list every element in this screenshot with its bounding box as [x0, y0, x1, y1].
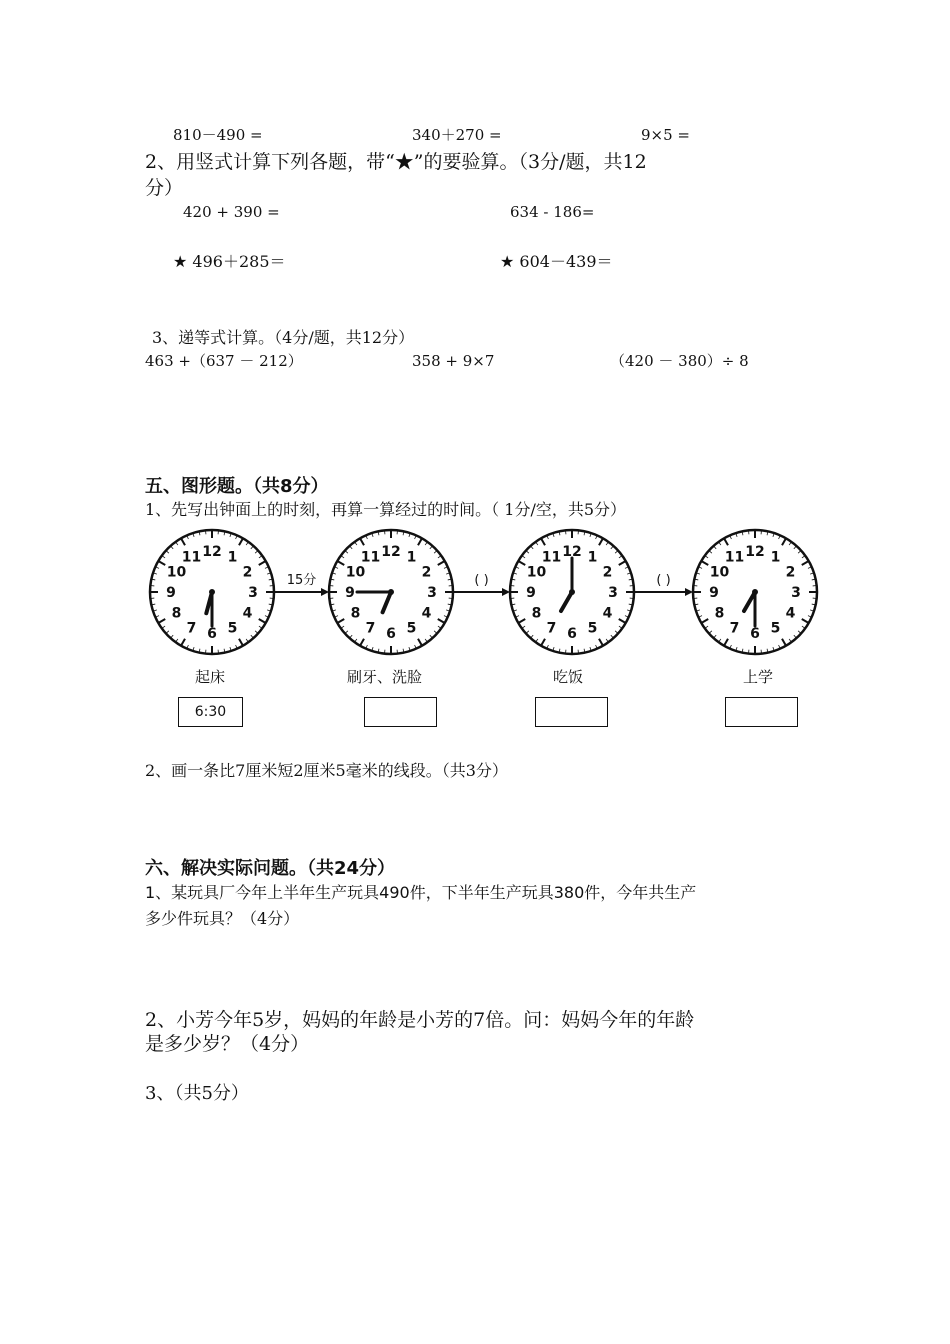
arrow-head [502, 588, 510, 596]
q3-title: 3、递等式计算。（4分/题，共12分） [152, 328, 415, 347]
clock-number: 8 [531, 605, 542, 622]
clock-number: 7 [546, 620, 557, 637]
clock-number: 11 [181, 549, 202, 566]
clock-number: 7 [186, 620, 197, 637]
calc-340-270: 340＋270 = [412, 126, 502, 144]
clock-number: 5 [770, 620, 781, 637]
arrow-head [685, 588, 693, 596]
clock-number: 8 [171, 605, 182, 622]
clock-pivot [569, 589, 575, 595]
clock-number: 12 [562, 544, 582, 560]
q2-title-line1: 2、用竖式计算下列各题，带“★”的要验算。（3分/题，共12 [145, 151, 647, 173]
clock-number: 8 [714, 605, 725, 622]
q3-item-b: 358 + 9×7 [412, 352, 495, 370]
q3-item-a: 463 +（637 － 212） [145, 352, 303, 370]
clock-pivot [209, 589, 215, 595]
arrow-label: ( ) [474, 573, 489, 588]
q3-item-c: （420 － 380）÷ 8 [610, 352, 749, 370]
clock-number: 6 [386, 626, 396, 642]
clock-number: 10 [526, 564, 547, 581]
clock-number: 9 [709, 585, 719, 601]
section5-q2: 2、画一条比7厘米短2厘米5毫米的线段。（共3分） [145, 761, 508, 780]
clock-label-breakfast: 吃饭 [553, 668, 584, 686]
clock-number: 4 [785, 605, 796, 622]
clock-pivot [388, 589, 394, 595]
clock-number: 1 [587, 549, 598, 566]
arrow-label: ( ) [656, 573, 671, 588]
clock-number: 2 [242, 564, 253, 581]
clock-number: 3 [608, 585, 618, 601]
clock-number: 10 [166, 564, 187, 581]
section6-q2-line1: 2、小芳今年5岁，妈妈的年龄是小芳的7倍。问：妈妈今年的年龄 [145, 1009, 695, 1031]
clock-number: 6 [750, 626, 760, 642]
clock-number: 4 [602, 605, 613, 622]
clock-number: 1 [770, 549, 781, 566]
clock-number: 7 [365, 620, 376, 637]
section6-q1-line1: 1、某玩具厂今年上半年生产玩具490件，下半年生产玩具380件，今年共生产 [145, 883, 697, 902]
calc-9x5: 9×5 = [641, 126, 690, 144]
calc-810-490: 810－490 = [173, 126, 263, 144]
clock-number: 11 [360, 549, 381, 566]
clock-label-wash: 刷牙、洗脸 [347, 668, 423, 686]
time-box-breakfast[interactable] [535, 697, 608, 727]
q2-item-c: ★ 496＋285＝ [173, 252, 286, 271]
q2-item-a: 420 + 390 = [183, 203, 280, 221]
clock-number: 3 [791, 585, 801, 601]
clock-number: 4 [421, 605, 432, 622]
clock-number: 3 [427, 585, 437, 601]
section5-title: 五、图形题。（共8分） [145, 476, 329, 497]
clock-number: 2 [421, 564, 432, 581]
section6-title: 六、解决实际问题。（共24分） [145, 858, 396, 879]
clock-number: 2 [602, 564, 613, 581]
time-box-school[interactable] [725, 697, 798, 727]
section6-q1-line2: 多少件玩具？（4分） [145, 909, 300, 928]
clock-number: 5 [406, 620, 417, 637]
section6-q3: 3、（共5分） [145, 1083, 249, 1104]
arrow-label: 15分 [286, 573, 317, 588]
q2-item-b: 634 - 186= [510, 203, 595, 221]
clock-number: 9 [345, 585, 355, 601]
time-box-getup: 6:30 [178, 697, 243, 727]
clock-label-school: 上学 [743, 668, 774, 686]
section5-q1: 1、先写出钟面上的时刻，再算一算经过的时间。（ 1分/空，共5分） [145, 500, 627, 519]
clock-number: 3 [248, 585, 258, 601]
clock-pivot [752, 589, 758, 595]
q2-item-d: ★ 604－439＝ [500, 252, 613, 271]
clock-number: 12 [381, 544, 401, 560]
clock-number: 12 [745, 544, 765, 560]
clock-number: 1 [406, 549, 417, 566]
clock-number: 9 [526, 585, 536, 601]
clock-number: 5 [587, 620, 598, 637]
clock-number: 5 [227, 620, 238, 637]
clock-number: 2 [785, 564, 796, 581]
clock-number: 11 [724, 549, 745, 566]
clock-number: 6 [207, 626, 217, 642]
clock-number: 4 [242, 605, 253, 622]
section6-q2-line2: 是多少岁？（4分） [145, 1033, 310, 1055]
clock-number: 1 [227, 549, 238, 566]
clock-number: 7 [729, 620, 740, 637]
time-box-wash[interactable] [364, 697, 437, 727]
clock-number: 10 [345, 564, 366, 581]
clock-number: 12 [202, 544, 222, 560]
clock-number: 11 [541, 549, 562, 566]
clock-sequence [140, 525, 830, 740]
clock-label-getup: 起床 [195, 668, 226, 686]
clock-number: 10 [709, 564, 730, 581]
clock-number: 6 [567, 626, 577, 642]
arrow-head [321, 588, 329, 596]
q2-title-line2: 分） [145, 177, 184, 199]
clock-number: 9 [166, 585, 176, 601]
clock-number: 8 [350, 605, 361, 622]
